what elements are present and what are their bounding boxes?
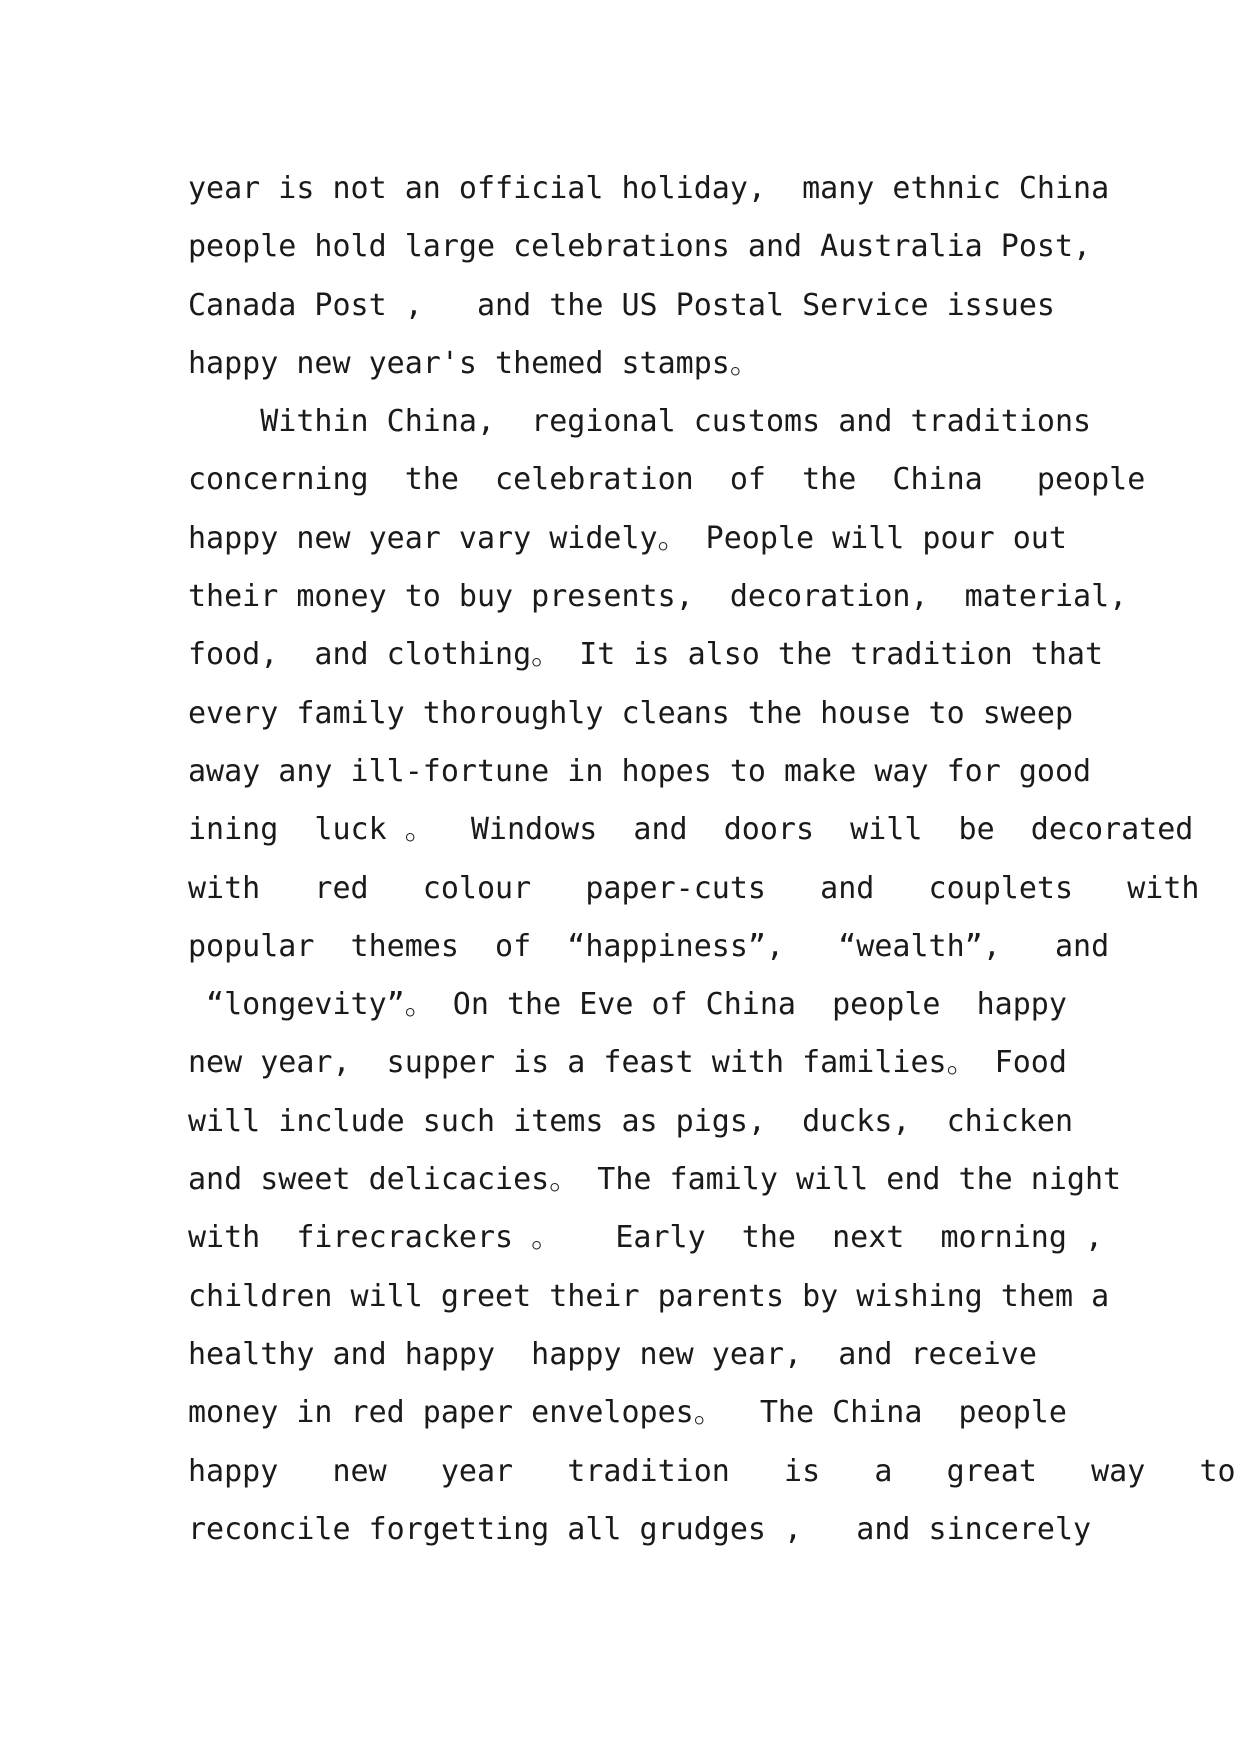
text-line: people hold large celebrations and Australia Post, — [188, 229, 1092, 265]
text-line: Within China, regional customs and traditions — [188, 404, 1092, 440]
text-line: food, and clothing。 It is also the tradition that — [188, 637, 1104, 673]
text-line: concerning the celebration of the China people — [188, 462, 1146, 498]
text-line: new year, supper is a feast with families。 Food — [188, 1045, 1067, 1081]
body-text — [188, 160, 1236, 1559]
text-line: away any ill-fortune in hopes to make way for good — [188, 753, 1092, 789]
text-line: children will greet their parents by wishing them a — [188, 1278, 1110, 1314]
text-line: will include such items as pigs, ducks, chicken — [188, 1103, 1074, 1139]
text-line: and sweet delicacies。 The family will end the night — [188, 1162, 1122, 1198]
text-line: year is not an official holiday, many ethnic China — [188, 171, 1110, 206]
text-line: their money to buy presents, decoration, material, — [188, 579, 1128, 615]
text-line: happy new year tradition is a great way to — [188, 1453, 1236, 1489]
text-line: with firecrackers 。 Early the next morning , — [188, 1220, 1104, 1256]
text-line: reconcile forgetting all grudges , and sincerely — [188, 1511, 1092, 1547]
text-line: with red colour paper-cuts and couplets with — [188, 870, 1200, 906]
text-line: money in red paper envelopes。 The China people — [188, 1395, 1067, 1431]
text-line: happy new year vary widely。 People will pour out — [188, 520, 1067, 556]
text-line: Canada Post , and the US Postal Service issues — [188, 287, 1055, 323]
text-line: popular themes of “happiness”, “wealth”, and — [188, 928, 1110, 964]
text-line: healthy and happy happy new year, and receive — [188, 1336, 1037, 1372]
text-line: “longevity”。 On the Eve of China people happy — [188, 987, 1067, 1023]
text-line: every family thoroughly cleans the house to sweep — [188, 695, 1074, 731]
text-line: ining luck 。 Windows and doors will be decorated — [188, 812, 1194, 848]
text-line: happy new year's themed stamps。 — [188, 345, 760, 381]
